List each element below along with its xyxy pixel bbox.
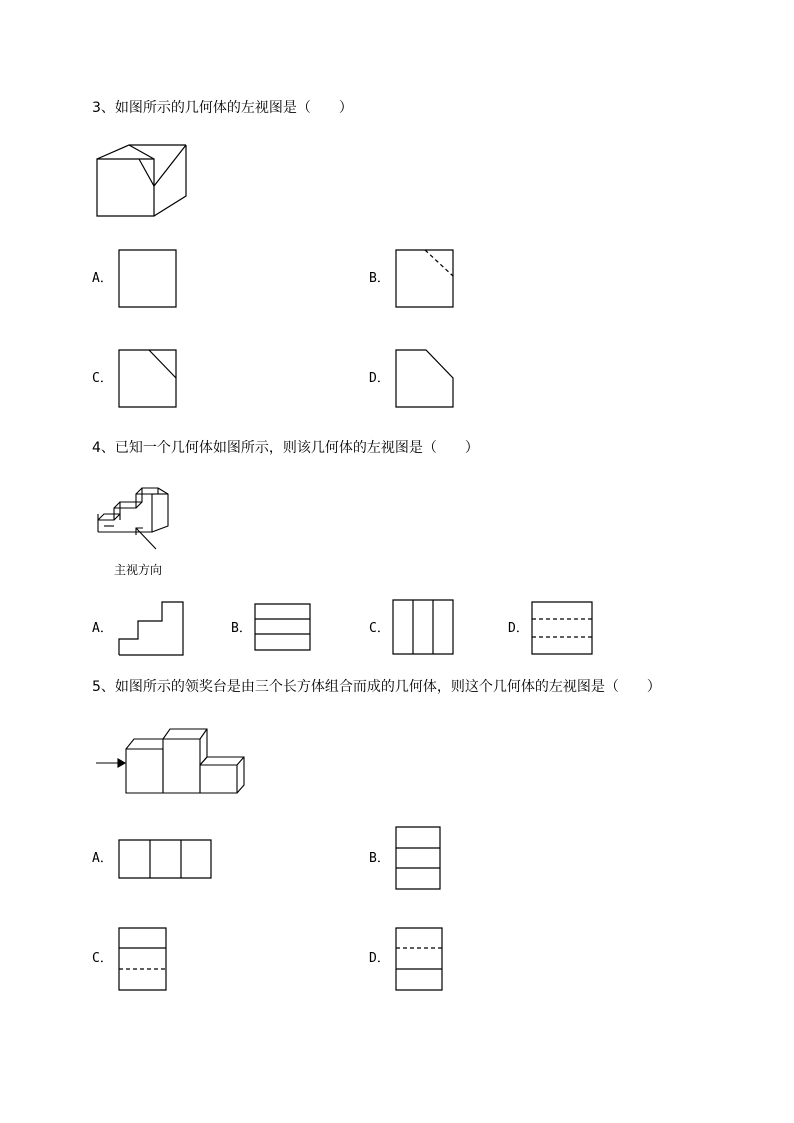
q4-option-a-label[interactable]: A．: [92, 621, 113, 636]
q5-option-b-figure[interactable]: [395, 826, 443, 892]
q5-option-a-label[interactable]: A．: [92, 851, 113, 866]
question-4-stair-solid-figure: [92, 480, 172, 552]
q5-option-d-label[interactable]: D．: [369, 951, 390, 966]
q3-option-a-figure[interactable]: [118, 249, 178, 309]
q4-option-d-label[interactable]: D．: [508, 621, 529, 636]
q3-option-d-label[interactable]: D．: [369, 371, 390, 386]
q4-option-a-figure[interactable]: [118, 601, 186, 657]
q3-option-d-figure[interactable]: [395, 349, 455, 409]
q3-option-a-label[interactable]: A．: [92, 271, 113, 286]
question-3-text: 3、如图所示的几何体的左视图是（ ）: [92, 100, 353, 116]
question-4-text: 4、已知一个几何体如图所示，则该几何体的左视图是（ ）: [92, 440, 479, 456]
q5-option-c-label[interactable]: C．: [92, 951, 113, 966]
q5-option-b-label[interactable]: B．: [369, 851, 390, 866]
q3-option-c-figure[interactable]: [118, 349, 178, 409]
question-5-text: 5、如图所示的领奖台是由三个长方体组合而成的几何体，则这个几何体的左视图是（ ）: [92, 679, 661, 695]
q4-option-d-figure[interactable]: [531, 601, 595, 657]
q3-option-c-label[interactable]: C．: [92, 371, 113, 386]
question-3-solid-figure: [95, 143, 189, 218]
q4-option-b-figure[interactable]: [254, 603, 312, 653]
q4-option-b-label[interactable]: B．: [231, 621, 252, 636]
q4-option-c-label[interactable]: C．: [369, 621, 390, 636]
question-5-podium-figure: [94, 723, 248, 797]
q5-option-d-figure[interactable]: [395, 927, 445, 993]
q3-option-b-figure[interactable]: [395, 249, 455, 309]
q3-option-b-label[interactable]: B．: [369, 271, 390, 286]
q5-option-a-figure[interactable]: [118, 839, 214, 881]
view-direction-caption: 主视方向: [114, 563, 163, 577]
q4-option-c-figure[interactable]: [392, 599, 456, 657]
q5-option-c-figure[interactable]: [118, 927, 170, 993]
